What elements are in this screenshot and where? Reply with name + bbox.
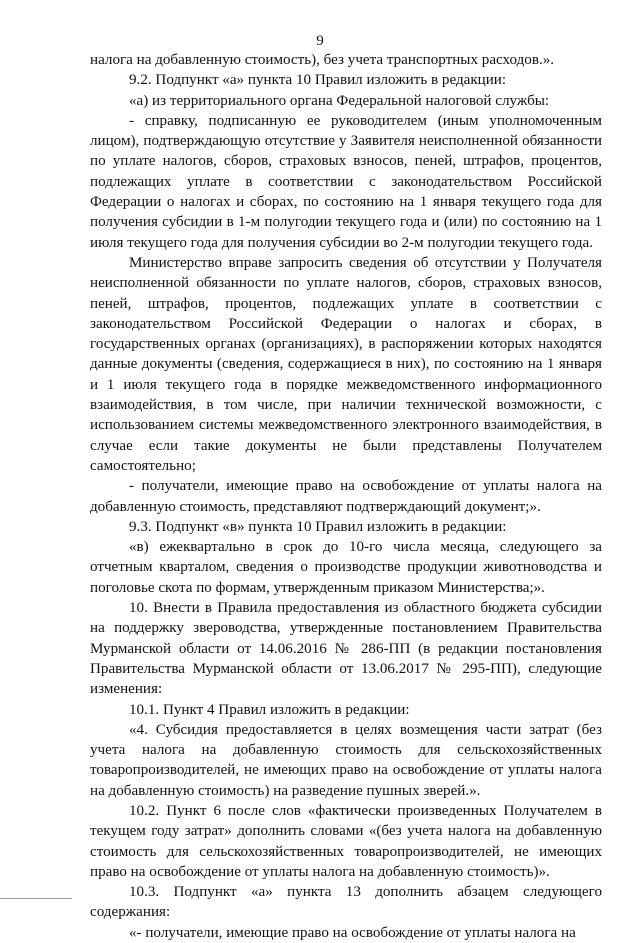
paragraph-1: налога на добавленную стоимость), без учета транспортных расходов.».: [90, 52, 555, 68]
paragraph-9: 10. Внести в Правила предоставления из областного бюджета субсидии на поддержку звероводства, утвержденные постановлением Правительства Мурманской области от 14.06.2016 № 286-ПП (в редакции постановления Правительства Мурманской области от 13.06.2017 № 295-ПП), следующие изменения:: [90, 600, 602, 698]
scan-edge-line: [0, 898, 72, 899]
paragraph-6: - получатели, имеющие право на освобождение от уплаты налога на добавленную стоимость, представляют подтверждающий документ;».: [90, 478, 602, 515]
document-body: [90, 50, 602, 943]
paragraph-14: «- получатели, имеющие право на освобождение от уплаты налога на: [129, 924, 576, 941]
page-number: 9: [316, 33, 324, 49]
paragraph-3: «а) из территориального органа Федеральной налоговой службы:: [129, 92, 550, 109]
paragraph-5: Министерство вправе запросить сведения об отсутствии у Получателя неисполненной обязанности по уплате налогов, сборов, страховых взносов, пеней, штрафов, процентов, подлежащих уплате в соответствии с законодательством Российской Федерации о налогах и сборах, в государственных органах (организациях), в распоряжении которых находятся данные документы (сведения, содержащиеся в них), по состоянию на 1 января и 1 июля текущего года в порядке межведомственного информационного взаимодействия, в том числе, при наличии технической возможности, с использованием системы межведомственного электронного взаимодействия, в случае если такие документы не были представлены Получателем самостоятельно;: [90, 254, 602, 474]
paragraph-13: 10.3. Подпункт «а» пункта 13 дополнить абзацем следующего содержания:: [90, 884, 602, 921]
paragraph-2: 9.2. Подпункт «а» пункта 10 Правил изложить в редакции:: [129, 72, 507, 89]
paragraph-7: 9.3. Подпункт «в» пункта 10 Правил изложить в редакции:: [129, 518, 507, 535]
paragraph-11: «4. Субсидия предоставляется в целях возмещения части затрат (без учета налога на добавленную стоимость для сельскохозяйственных товаропроизводителей, не имеющих право на освобождение от уплаты налога на добавленную стоимость) на разведение пушных зверей.».: [90, 721, 602, 799]
paragraph-10: 10.1. Пункт 4 Правил изложить в редакции:: [129, 701, 410, 718]
paragraph-8: «в) ежеквартально в срок до 10-го числа месяца, следующего за отчетным кварталом, сведения о производстве продукции животноводства и поголовье скота по формам, утвержденным приказом Министерства;».: [90, 539, 602, 596]
paragraph-12: 10.2. Пункт 6 после слов «фактически произведенных Получателем в текущем году затрат» дополнить словами «(без учета налога на добавленную стоимость для сельскохозяйственных товаропроизводителей, не имеющих право на освобождение от уплаты налога на добавленную стоимость)».: [90, 802, 602, 880]
paragraph-4: - справку, подписанную ее руководителем (иным уполномоченным лицом), подтверждающую отсутствие у Заявителя неисполненной обязанности по уплате налогов, сборов, страховых взносов, пеней, штрафов, процентов, подлежащих уплате в соответствии с законодательством Российской Федерации о налогах и сборах, по состоянию на 1 января текущего года для получения субсидии в 1-м полугодии текущего года и (или) по состоянию на 1 июля текущего года для получения субсидии во 2-м полугодии текущего года.: [90, 112, 602, 251]
